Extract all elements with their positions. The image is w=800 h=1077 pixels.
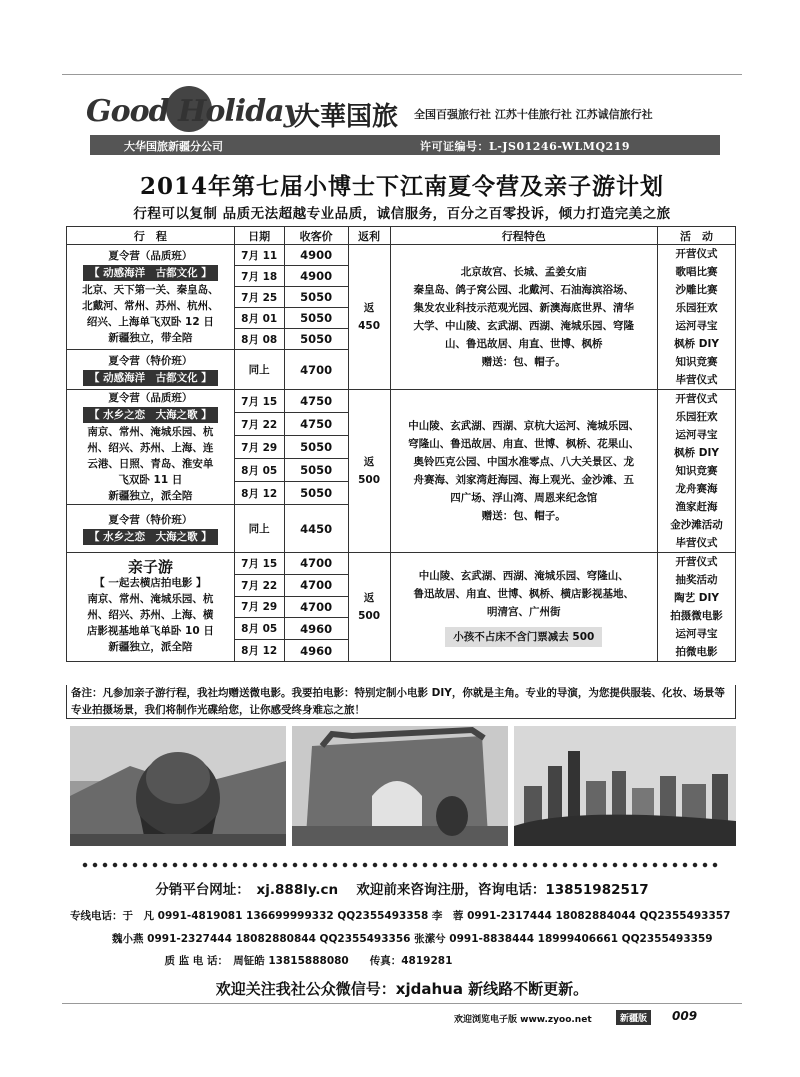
- date: 7月 18: [234, 266, 284, 287]
- price: 5050: [284, 459, 348, 482]
- itinerary-table: [66, 226, 736, 662]
- photo-strip: [70, 726, 736, 846]
- price: 4960: [284, 618, 348, 640]
- branch-bar: [90, 135, 720, 155]
- activities-cell: [658, 553, 736, 662]
- feature-line: 大学、中山陵、玄武湖、西湖、淹城乐园、穹隆: [413, 320, 635, 332]
- activity: 乐园狂欢: [675, 302, 718, 314]
- table-row: [67, 553, 736, 575]
- route-line: 南京、常州、淹城乐园、杭: [87, 593, 214, 605]
- col-header: 返利: [348, 227, 390, 245]
- route-cell: [67, 350, 235, 390]
- date: 7月 29: [234, 436, 284, 459]
- date: 8月 05: [234, 618, 284, 640]
- wechat-notice: 欢迎关注我社公众微信号：xjdahua 新线路不断更新。: [215, 980, 589, 998]
- price: 4900: [284, 245, 348, 266]
- rebate-cell: [348, 245, 390, 390]
- route-line: 新疆独立，带全陪: [108, 332, 193, 344]
- feature-line: 中山陵、玄武湖、西湖、淹城乐园、穹隆山、: [418, 570, 629, 582]
- feature-line: 穹隆山、鲁迅故居、甪直、世博、枫桥、花果山、: [408, 438, 640, 450]
- activity: 知识竞赛: [675, 465, 718, 477]
- feature-line: 奥铃匹克公园、中国水准零点、八大关景区、龙: [413, 456, 635, 468]
- date: 7月 15: [234, 553, 284, 575]
- activity: 知识竞赛: [675, 356, 718, 368]
- route-cell: [67, 390, 235, 505]
- rebate-value: 500: [358, 474, 380, 486]
- price: 4700: [284, 350, 348, 390]
- feature-line: 赠送：包、帽子。: [481, 356, 566, 368]
- activity: 陶艺 DIY: [674, 592, 719, 604]
- route-line: 北戴河、常州、苏州、杭州、: [82, 300, 219, 312]
- price: 4700: [284, 596, 348, 618]
- theme-tag: 【 动感海洋 古都文化 】: [83, 370, 218, 386]
- feature-line: 秦皇岛、鸽子窝公园、北戴河、石油海滨浴场、: [413, 284, 635, 296]
- rebate-label: 返: [363, 592, 375, 604]
- activity: 开营仪式: [675, 556, 718, 568]
- slogan: 行程可以复制 品质无法超越专业品质，诚信服务，百分之百零投诉，倾力打造完美之旅: [133, 206, 671, 222]
- price: 5050: [284, 287, 348, 308]
- rebate-value: 450: [358, 320, 380, 332]
- hotline-row: 魏小燕 0991-2327444 18082880844 QQ2355493356 张潆兮 0991-8838444 18999406661 QQ2355493359: [70, 933, 713, 945]
- rebate-cell: [348, 390, 390, 553]
- activity: 乐园狂欢: [675, 411, 718, 423]
- activity: 抽奖活动: [675, 574, 718, 586]
- theme-tag: 【 水乡之恋 大海之歌 】: [83, 407, 218, 423]
- route-line: 云港、日照、青岛、淮安单: [87, 458, 214, 470]
- activity: 毕营仪式: [675, 537, 718, 549]
- route-line: 店影视基地单飞单卧 10 日: [86, 625, 214, 637]
- activity: 运河寻宝: [675, 320, 718, 332]
- price: 4960: [284, 640, 348, 662]
- page-number: 009: [672, 1009, 698, 1023]
- rebate-value: 500: [358, 610, 380, 622]
- feature-line: 鲁迅故居、甪直、世博、枫桥、横店影视基地、: [413, 588, 635, 600]
- price: 4750: [284, 413, 348, 436]
- feature-line: 明清宫、广州街: [487, 606, 561, 618]
- edition-badge: 新疆版: [616, 1010, 651, 1025]
- table-row: [67, 245, 736, 266]
- activity: 拍摄微电影: [670, 610, 723, 622]
- logo-subtitle: 全国百强旅行社 江苏十佳旅行社 江苏诚信旅行社: [414, 108, 653, 121]
- date: 8月 12: [234, 482, 284, 505]
- date: 7月 25: [234, 287, 284, 308]
- date: 8月 05: [234, 459, 284, 482]
- camp-name: 夏令营（品质班）: [108, 250, 193, 262]
- price: 4900: [284, 266, 348, 287]
- date: 7月 22: [234, 574, 284, 596]
- price: 4700: [284, 574, 348, 596]
- date: 7月 22: [234, 413, 284, 436]
- quality-hotline: 质 监 电 话： 周钲皓 13815888080 传真：4819281: [70, 955, 453, 967]
- camp-name: 夏令营（特价班）: [108, 354, 193, 367]
- photo-city-gate: [292, 726, 508, 846]
- remarks: 备注：凡参加亲子游行程，我社均赠送微电影。我要拍电影：特别定制小电影 DIY，你就是主角。专业的导演，为您提供服装、化妆、场景等专业拍摄场景，我们将制作光碟给您，让你感受终身难忘之旅！: [66, 685, 736, 719]
- price: 4700: [284, 553, 348, 575]
- footer-website[interactable]: 欢迎浏览电子版 www.zyoo.net: [454, 1015, 592, 1025]
- price: 4750: [284, 390, 348, 413]
- price: 4450: [284, 505, 348, 553]
- date: 8月 08: [234, 329, 284, 350]
- feature-line: 北京故宫、长城、孟姜女庙: [460, 266, 587, 278]
- col-header: 行 程: [67, 227, 235, 245]
- branch-name: 大华国旅新疆分公司: [124, 140, 223, 153]
- features-cell: [390, 390, 658, 553]
- theme-tag: 【 动感海洋 古都文化 】: [83, 265, 218, 281]
- route-cell: [67, 553, 235, 662]
- bottom-rule: [62, 1003, 742, 1004]
- photo-buddha-statue: [70, 726, 286, 846]
- license-number: 许可证编号：L-JS01246-WLMQ219: [420, 140, 630, 153]
- photo-city-skyline: [514, 726, 736, 846]
- date: 8月 12: [234, 640, 284, 662]
- top-rule: [62, 74, 742, 75]
- features-cell: [390, 245, 658, 390]
- route-line: 绍兴、上海单飞双卧 12 日: [86, 316, 214, 328]
- activity: 拍微电影: [675, 646, 718, 658]
- route-line: 州、绍兴、苏州、上海、横: [87, 609, 214, 621]
- features-cell: [390, 553, 658, 662]
- activity: 枫桥 DIY: [674, 338, 719, 350]
- col-header: 收客价: [284, 227, 348, 245]
- price: 5050: [284, 308, 348, 329]
- route-line: 新疆独立，派全陪: [108, 490, 193, 502]
- logo-en: Good Holiday: [86, 94, 301, 129]
- activity: 枫桥 DIY: [674, 447, 719, 459]
- activity: 开营仪式: [675, 393, 718, 405]
- activity: 运河寻宝: [675, 628, 718, 640]
- price: 5050: [284, 329, 348, 350]
- rebate-label: 返: [363, 302, 375, 314]
- price: 5050: [284, 436, 348, 459]
- camp-name: 夏令营（品质班）: [108, 392, 193, 404]
- dotted-divider: [80, 862, 720, 868]
- route-cell: [67, 245, 235, 350]
- date: 同上: [234, 350, 284, 390]
- activity: 金沙滩活动: [670, 519, 723, 531]
- distribution-platform: 分销平台网址： xj.888ly.cn 欢迎前来咨询注册，咨询电话：13851982517: [155, 882, 649, 898]
- col-header: 日期: [234, 227, 284, 245]
- route-line: 飞双卧 11 日: [118, 474, 183, 486]
- feature-line: 山、鲁迅故居、甪直、世博、枫桥: [445, 338, 603, 350]
- activity: 毕营仪式: [675, 374, 718, 386]
- activity: 运河寻宝: [675, 429, 718, 441]
- activities-cell: [658, 390, 736, 553]
- table-header-row: [67, 227, 736, 245]
- route-line: 北京、天下第一关、秦皇岛、: [82, 284, 219, 296]
- feature-line: 四广场、浮山湾、周恩来纪念馆: [450, 492, 598, 504]
- col-header: 行程特色: [390, 227, 658, 245]
- feature-line: 赠送：包、帽子。: [481, 510, 566, 522]
- page-title: 2014年第七届小博士下江南夏令营及亲子游计划: [139, 173, 664, 200]
- activity: 歌唱比赛: [675, 266, 718, 278]
- feature-line: 舟赛海、刘家湾赶海园、海上观光、金沙滩、五: [413, 474, 635, 486]
- feature-line: 集发农业科技示范观光园、新澳海底世界、清华: [413, 302, 635, 314]
- child-notice: 小孩不占床不含门票减去 500: [445, 627, 602, 647]
- date: 8月 01: [234, 308, 284, 329]
- activities-cell: [658, 245, 736, 390]
- route-line: 南京、常州、淹城乐园、杭: [87, 426, 214, 438]
- rebate-label: 返: [363, 456, 375, 468]
- rebate-cell: [348, 553, 390, 662]
- date: 7月 15: [234, 390, 284, 413]
- activity: 渔家赶海: [675, 501, 718, 513]
- activity: 沙雕比赛: [675, 284, 718, 296]
- camp-name: 亲子游: [127, 558, 173, 576]
- hotline-row: 专线电话：于 凡 0991-4819081 136699999332 QQ2355493358 李 蓉 0991-2317444 18082884044 QQ2355493357: [70, 910, 731, 922]
- date: 同上: [234, 505, 284, 553]
- price: 5050: [284, 482, 348, 505]
- route-line: 州、绍兴、苏州、上海、连: [87, 442, 214, 454]
- activity: 开营仪式: [675, 248, 718, 260]
- logo-cn: 大華国旅: [294, 102, 399, 132]
- activity: 龙舟赛海: [675, 483, 718, 495]
- feature-line: 中山陵、玄武湖、西湖、京杭大运河、淹城乐园、: [408, 420, 640, 432]
- header: [62, 82, 742, 138]
- theme-tag: 【 一起去横店拍电影 】: [94, 577, 207, 589]
- table-row: [67, 390, 736, 413]
- camp-name: 夏令营（特价班）: [108, 513, 193, 526]
- route-line: 新疆独立，派全陪: [108, 641, 193, 653]
- date: 7月 29: [234, 596, 284, 618]
- route-cell: [67, 505, 235, 553]
- theme-tag: 【 水乡之恋 大海之歌 】: [83, 529, 218, 545]
- date: 7月 11: [234, 245, 284, 266]
- col-header: 活 动: [658, 227, 736, 245]
- footer: [62, 1010, 742, 1026]
